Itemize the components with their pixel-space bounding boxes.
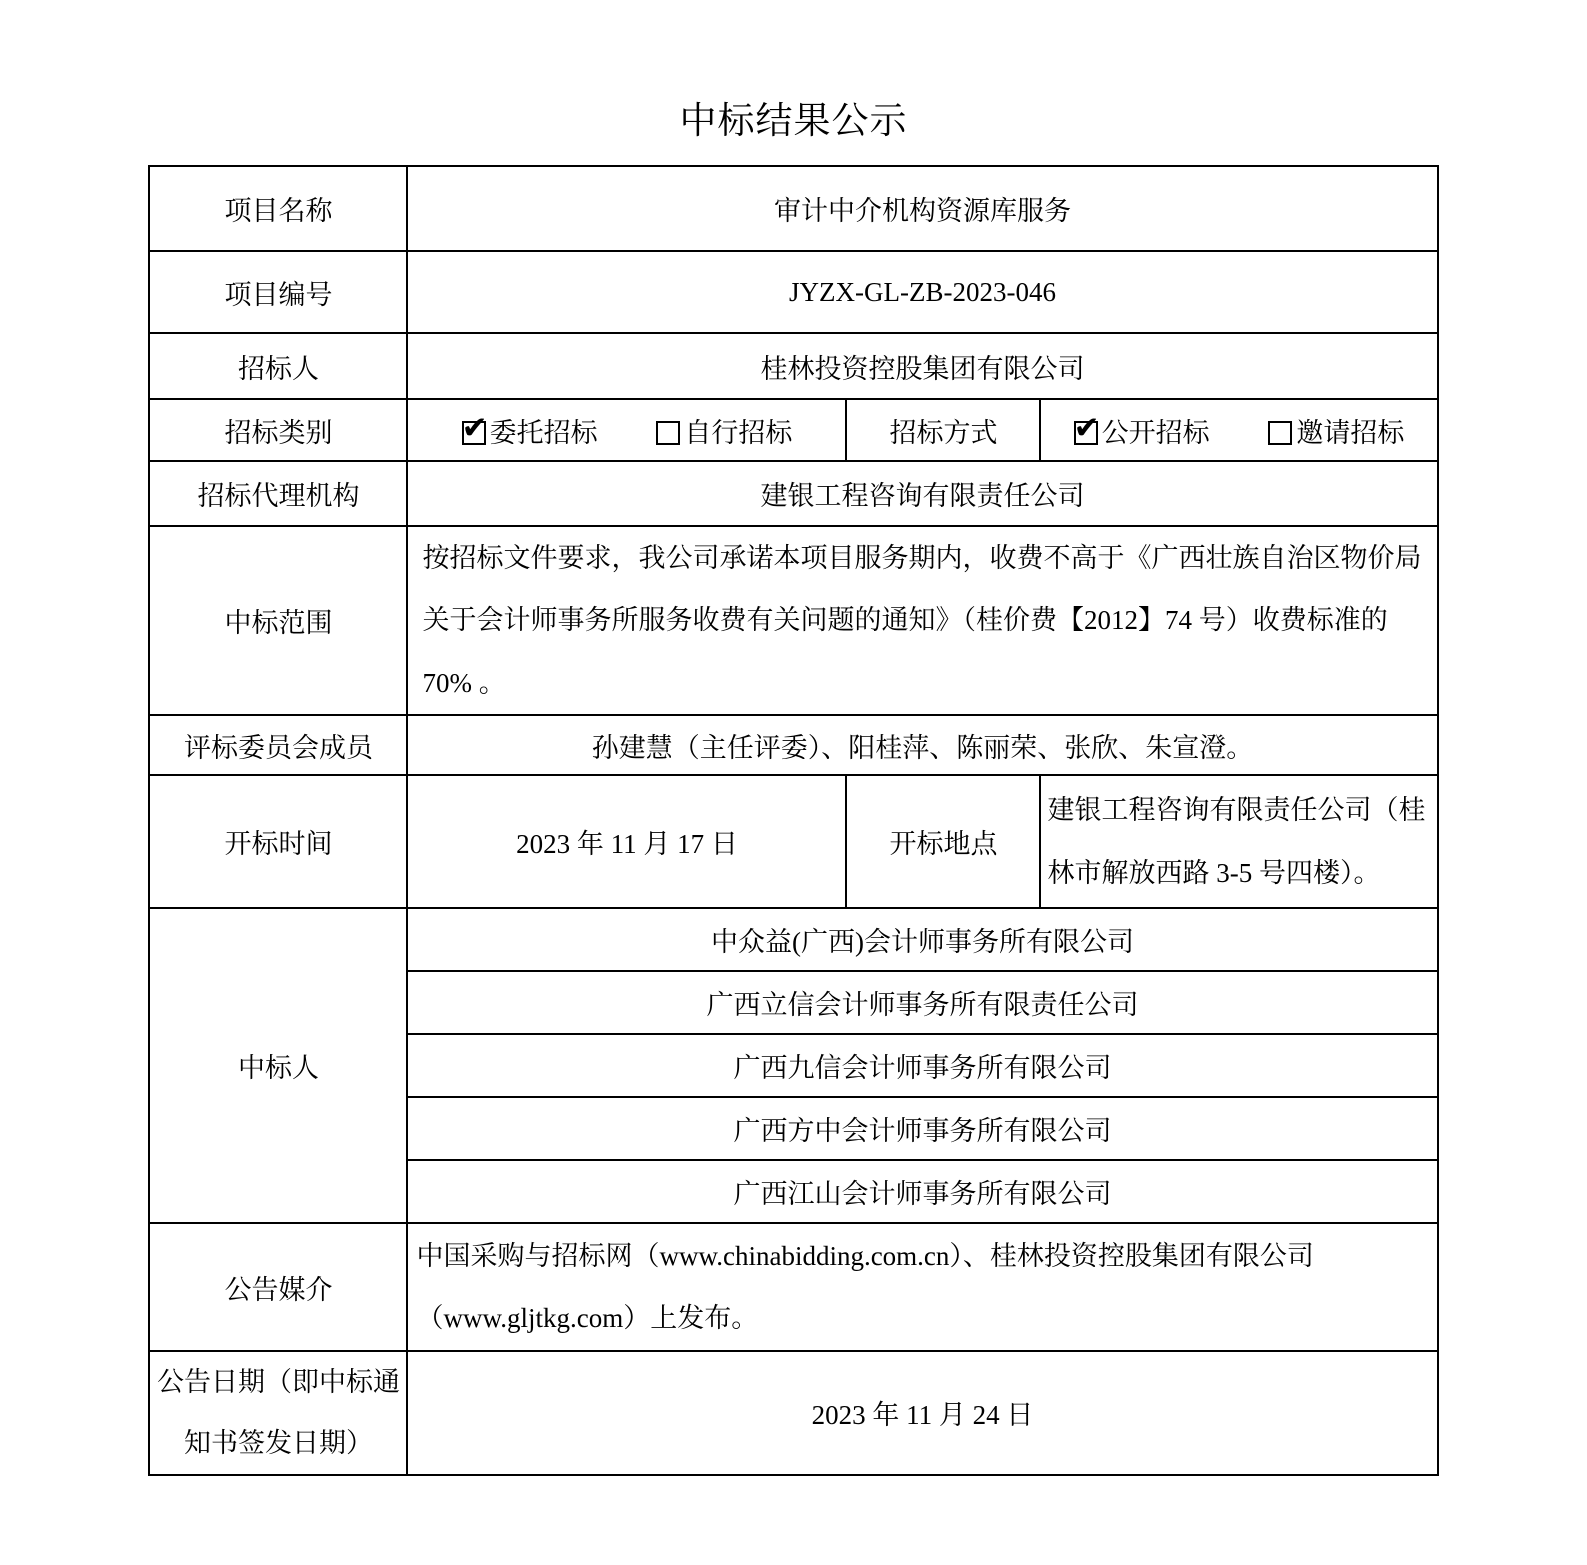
announcement-date-label: 公告日期（即中标通知书签发日期） bbox=[149, 1351, 407, 1475]
project-code-value: JYZX-GL-ZB-2023-046 bbox=[407, 251, 1437, 333]
winner-item: 广西江山会计师事务所有限公司 bbox=[407, 1160, 1437, 1223]
winner-item: 广西九信会计师事务所有限公司 bbox=[407, 1034, 1437, 1097]
bid-opening-place-label: 开标地点 bbox=[846, 775, 1040, 908]
bid-opening-time-value: 2023 年 11 月 17 日 bbox=[407, 775, 846, 908]
tender-method-option-invited bbox=[1268, 418, 1404, 448]
tender-method-options bbox=[1040, 399, 1437, 461]
project-name-label: 项目名称 bbox=[149, 166, 407, 251]
table-row-bid-opening bbox=[149, 775, 1437, 908]
option-label: 委托招标 bbox=[489, 417, 598, 448]
unchecked-checkbox-icon bbox=[1268, 421, 1292, 445]
winner-item: 广西方中会计师事务所有限公司 bbox=[407, 1097, 1437, 1160]
evaluation-committee-value: 孙建慧（主任评委）、阳桂萍、陈丽荣、张欣、朱宣澄。 bbox=[407, 715, 1437, 775]
table-row-announcement-media bbox=[149, 1223, 1437, 1351]
option-label: 邀请招标 bbox=[1296, 417, 1405, 448]
tenderee-value: 桂林投资控股集团有限公司 bbox=[407, 333, 1437, 399]
project-code-label: 项目编号 bbox=[149, 251, 407, 333]
tenderee-label: 招标人 bbox=[149, 333, 407, 399]
unchecked-checkbox-icon bbox=[656, 421, 680, 445]
checked-checkbox-icon bbox=[462, 421, 486, 445]
table-row-evaluation-committee bbox=[149, 715, 1437, 775]
announcement-media-value: 中国采购与招标网（www.chinabidding.com.cn）、桂林投资控股集团有限公司（www.gljtkg.com）上发布。 bbox=[407, 1223, 1437, 1351]
winners-label: 中标人 bbox=[149, 908, 407, 1223]
checked-checkbox-icon bbox=[1074, 421, 1098, 445]
agency-value: 建银工程咨询有限责任公司 bbox=[407, 461, 1437, 526]
tender-method-option-open bbox=[1074, 418, 1210, 448]
table-row-announcement-date bbox=[149, 1351, 1437, 1475]
winner-item: 中众益(广西)会计师事务所有限公司 bbox=[407, 908, 1437, 971]
winner-item: 广西立信会计师事务所有限责任公司 bbox=[407, 971, 1437, 1034]
table-row-winner bbox=[149, 908, 1437, 971]
tender-method-label: 招标方式 bbox=[846, 399, 1040, 461]
tender-category-options bbox=[407, 399, 846, 461]
bid-opening-time-label: 开标时间 bbox=[149, 775, 407, 908]
announcement-date-value: 2023 年 11 月 24 日 bbox=[407, 1351, 1437, 1475]
bid-opening-place-value: 建银工程咨询有限责任公司（桂林市解放西路 3-5 号四楼）。 bbox=[1040, 775, 1437, 908]
table-row-project-name bbox=[149, 166, 1437, 251]
tender-category-label: 招标类别 bbox=[149, 399, 407, 461]
tender-category-option-entrusted bbox=[462, 418, 598, 448]
option-label: 公开招标 bbox=[1101, 417, 1210, 448]
option-label: 自行招标 bbox=[684, 417, 793, 448]
table-row-tender-category bbox=[149, 399, 1437, 461]
award-scope-value: 按招标文件要求，我公司承诺本项目服务期内，收费不高于《广西壮族自治区物价局关于会计师事务所服务收费有关问题的通知》（桂价费【2012】74 号）收费标准的 70% 。 bbox=[407, 526, 1437, 715]
page-title: 中标结果公示 bbox=[679, 100, 908, 141]
project-name-value: 审计中介机构资源库服务 bbox=[407, 166, 1437, 251]
bid-result-table bbox=[148, 165, 1438, 1476]
award-scope-label: 中标范围 bbox=[149, 526, 407, 715]
table-row-tenderee bbox=[149, 333, 1437, 399]
table-row-project-code bbox=[149, 251, 1437, 333]
announcement-media-label: 公告媒介 bbox=[149, 1223, 407, 1351]
evaluation-committee-label: 评标委员会成员 bbox=[149, 715, 407, 775]
tender-category-option-self bbox=[656, 418, 792, 448]
table-row-agency bbox=[149, 461, 1437, 526]
agency-label: 招标代理机构 bbox=[149, 461, 407, 526]
table-row-award-scope bbox=[149, 526, 1437, 715]
